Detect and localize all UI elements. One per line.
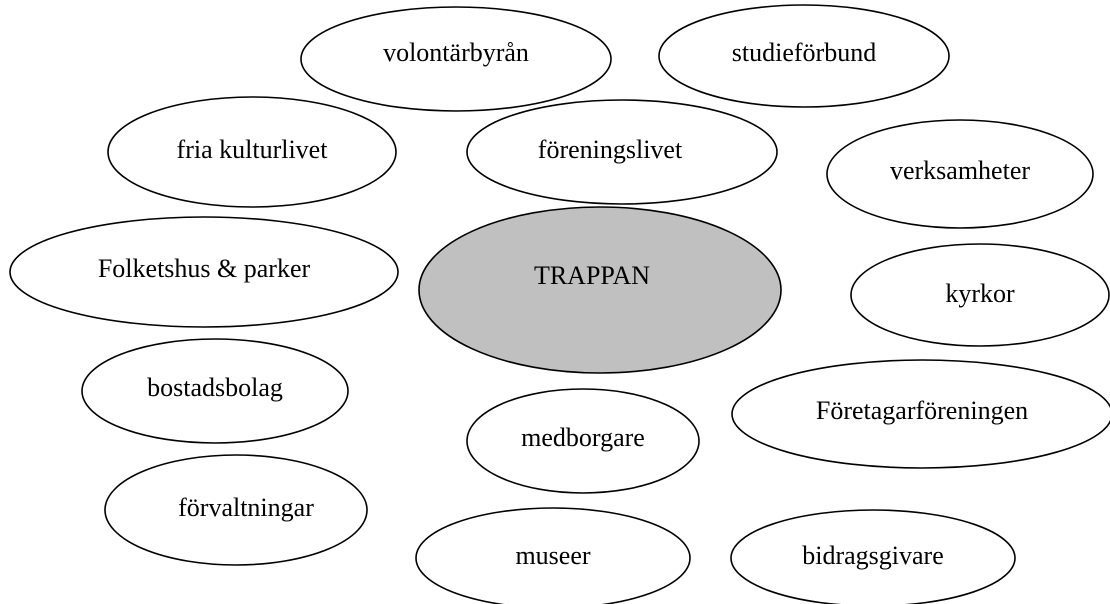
node-medborgare [467, 389, 699, 493]
node-bostadsbolag [82, 339, 348, 443]
node-foretagarforeningen [732, 360, 1110, 468]
node-bidragsgivare [731, 510, 1015, 604]
node-foreningslivet-label: föreningslivet [537, 134, 683, 164]
node-museer-label: museer [515, 540, 591, 570]
node-center-trappan-shape [419, 207, 781, 373]
node-studieforbund-label: studieförbund [731, 37, 877, 67]
node-foretagarforeningen-label: Företagarföreningen [815, 395, 1029, 425]
node-center-trappan-label: TRAPPAN [533, 260, 651, 290]
node-volontarbyran [301, 7, 611, 111]
node-medborgare-label: medborgare [521, 422, 645, 452]
node-center-trappan [419, 207, 781, 373]
node-bidragsgivare-label: bidragsgivare [802, 540, 944, 570]
node-verksamheter-label: verksamheter [889, 155, 1031, 185]
node-museer [416, 508, 690, 604]
node-foreningslivet [467, 100, 777, 204]
node-verksamheter [827, 120, 1093, 228]
node-fria-kulturlivet [108, 97, 396, 207]
node-studieforbund [659, 5, 949, 107]
node-fria-kulturlivet-label: fria kulturlivet [176, 134, 328, 164]
node-volontarbyran-label: volontärbyrån [383, 37, 529, 67]
node-folketshus-parker-label: Folketshus & parker [97, 253, 311, 283]
node-forvaltningar-label: förvaltningar [178, 492, 314, 522]
node-forvaltningar [105, 455, 367, 565]
node-kyrkor-label: kyrkor [945, 278, 1015, 308]
node-folketshus-parker [10, 217, 398, 327]
node-kyrkor [851, 244, 1109, 346]
node-bostadsbolag-label: bostadsbolag [147, 372, 283, 402]
